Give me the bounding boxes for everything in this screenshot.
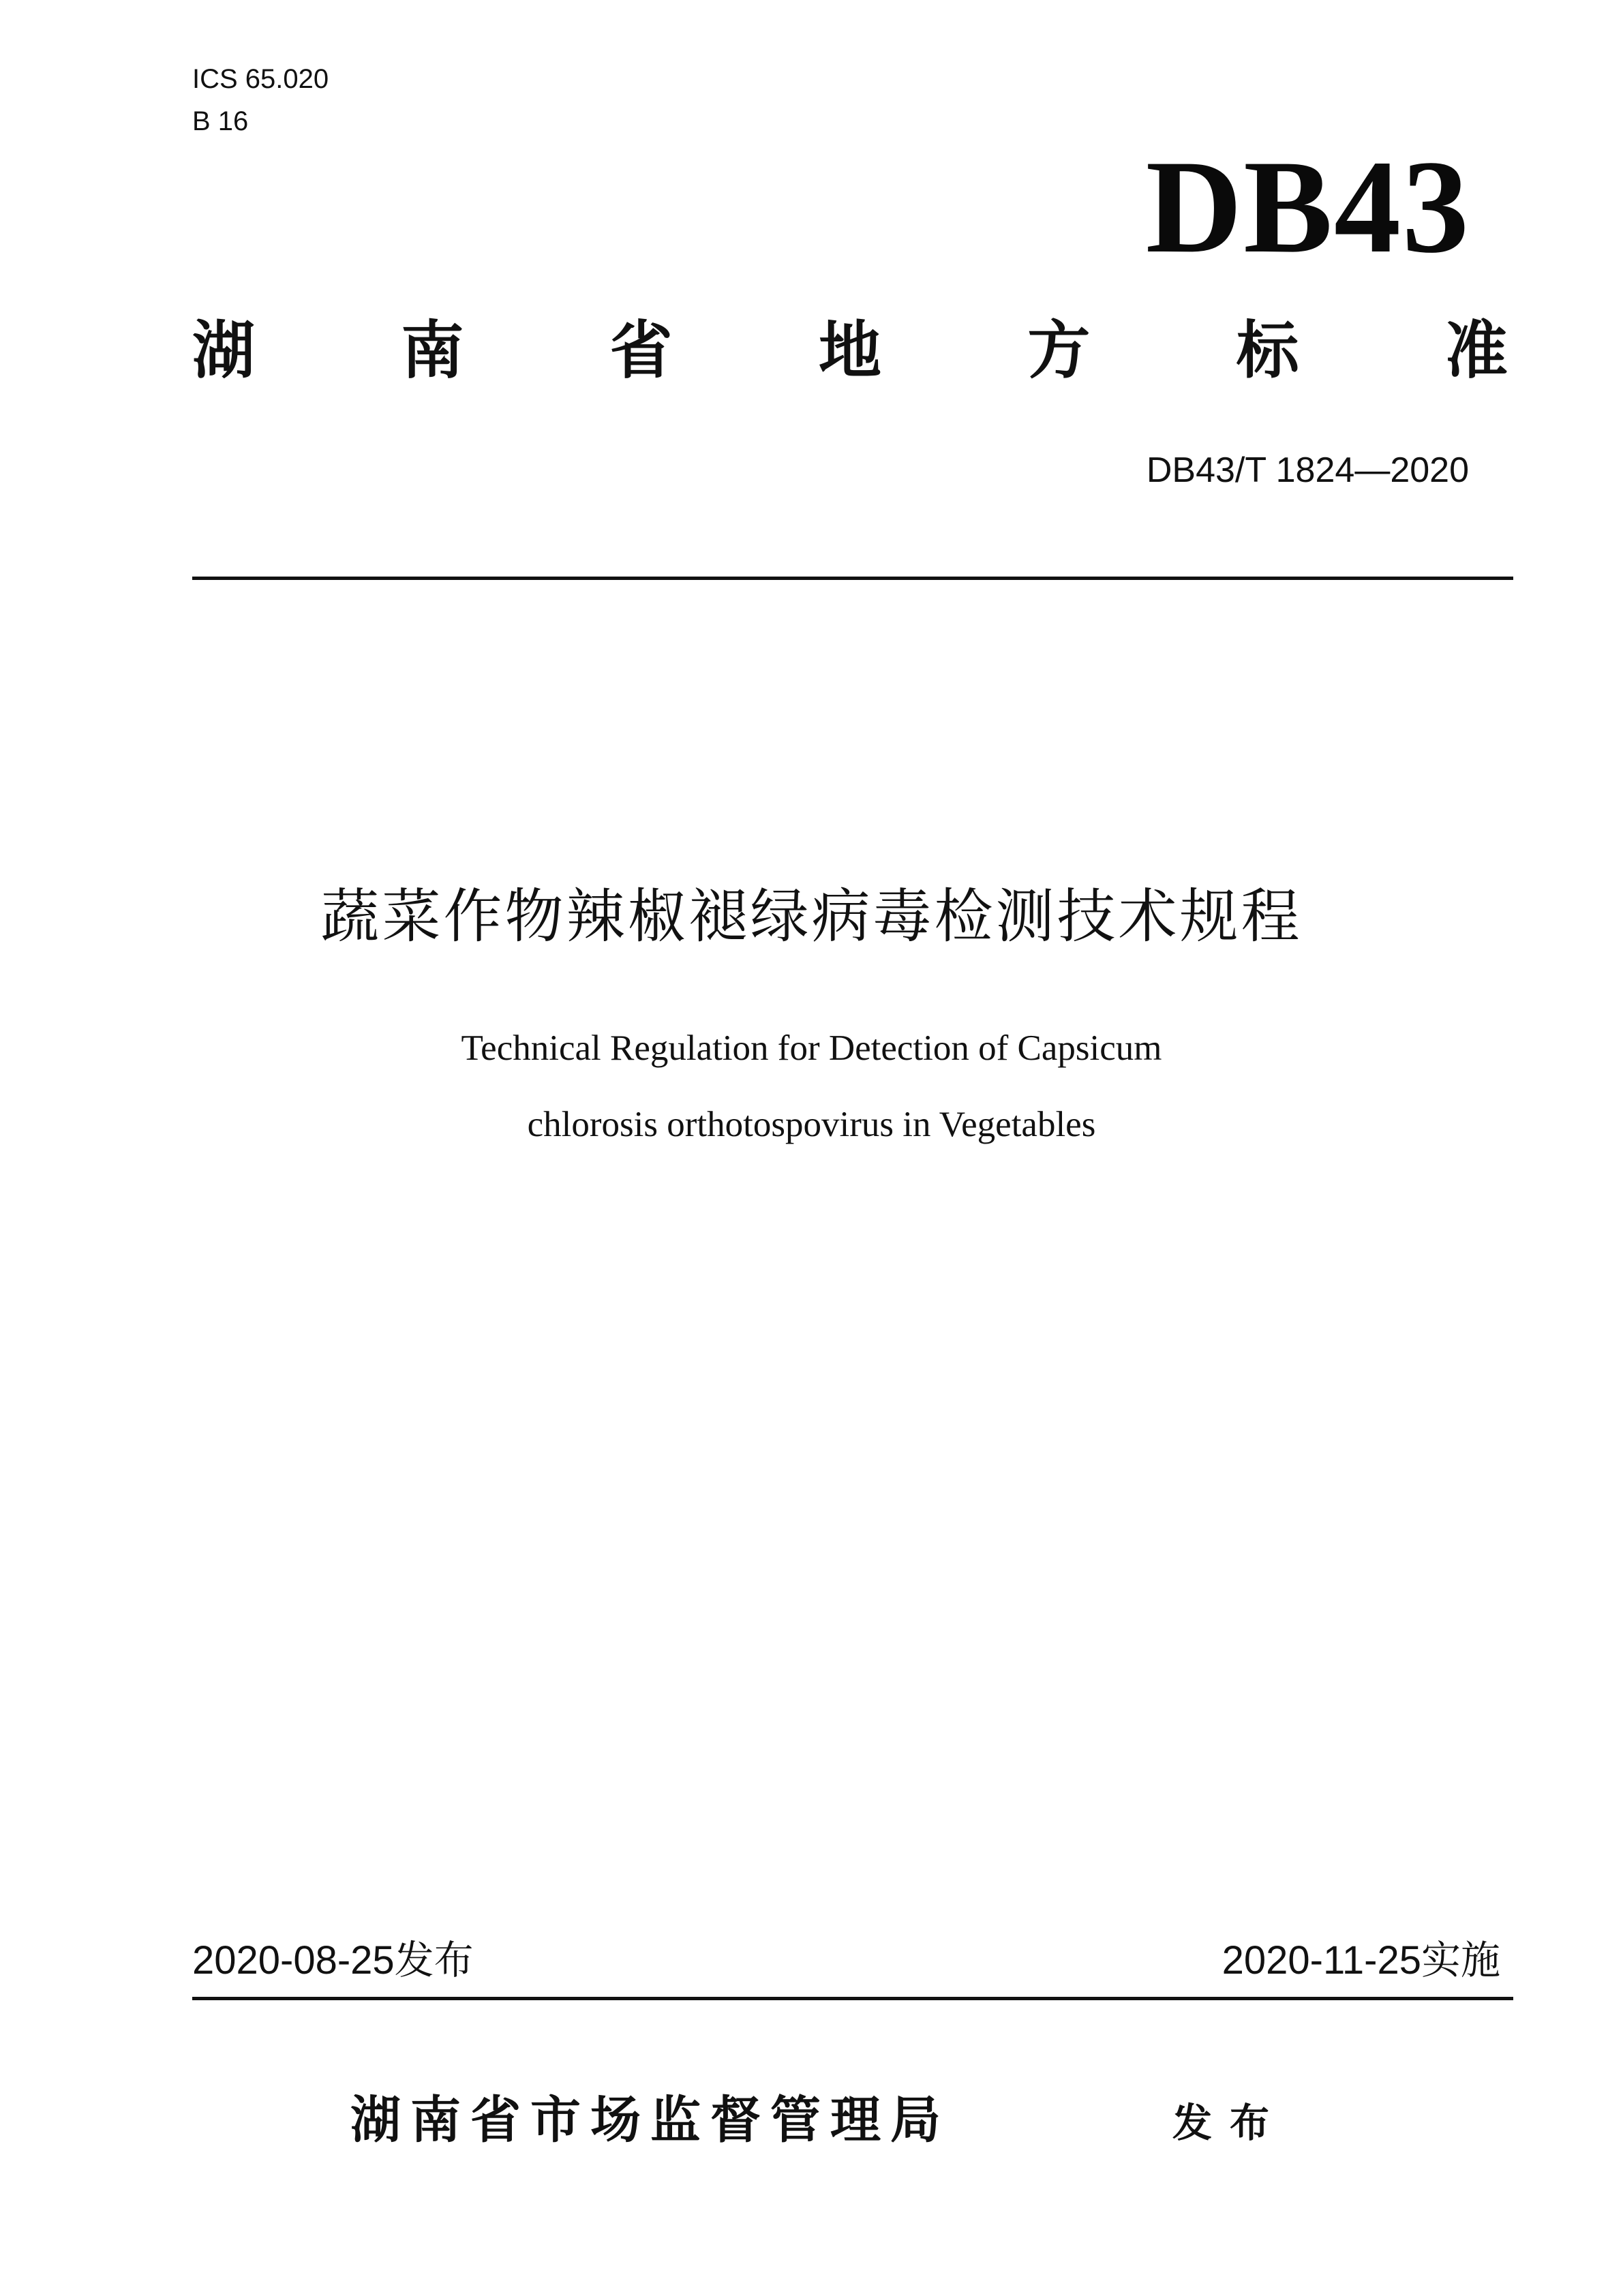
ics-code: ICS 65.020 [192,64,329,94]
db-logo: DB43 [1145,133,1470,281]
category-char: 湖 [192,314,256,387]
top-divider [192,577,1513,580]
title-english-line1: Technical Regulation for Detection of Capsicum [461,1028,1162,1068]
classification-code: B 16 [192,106,249,136]
category-char: 地 [818,314,881,387]
title-english-line2: chlorosis orthotospovirus in Vegetables [527,1105,1096,1144]
category-char: 准 [1444,314,1508,387]
category-char: 标 [1236,314,1299,387]
issue-date: 2020-08-25发布 [192,1938,474,1983]
publish-label: 发布 [1172,2100,1288,2146]
standard-number: DB43/T 1824—2020 [1146,450,1469,490]
publisher-name: 湖南省市场监督管理局 [350,2091,950,2149]
implementation-date: 2020-11-25实施 [1222,1938,1500,1983]
category-char: 方 [1027,314,1091,387]
bottom-divider [192,1997,1513,2000]
category-char: 南 [401,314,464,387]
title-chinese: 蔬菜作物辣椒褪绿病毒检测技术规程 [320,883,1303,951]
category-char: 省 [609,314,673,387]
standard-category [192,313,1508,388]
